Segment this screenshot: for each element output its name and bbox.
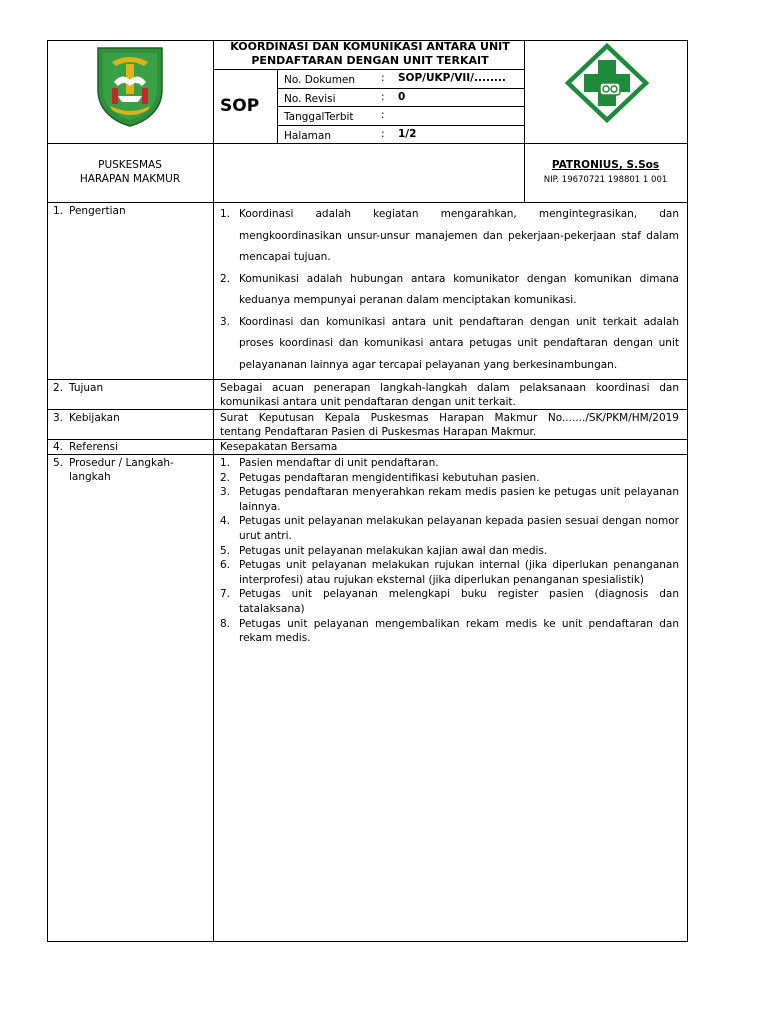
column-divider-left — [213, 40, 214, 942]
section-title: Kebijakan — [69, 412, 120, 424]
list-item-text: Pasien mendaftar di unit pendaftaran. — [239, 457, 439, 469]
section-label-referensi — [53, 440, 118, 454]
referensi-text: Kesepakatan Bersama — [220, 441, 338, 453]
section-label-prosedur — [53, 456, 174, 484]
list-item — [220, 471, 679, 486]
section-title: Pengertian — [69, 205, 126, 217]
table-border-bottom — [47, 941, 688, 942]
meta-label: No. Dokumen — [284, 74, 356, 86]
section-label-tujuan — [53, 381, 103, 395]
organization-name — [47, 158, 213, 186]
list-item-text: Petugas pendaftaran mengidentifikasi kebutuhan pasien. — [239, 471, 540, 484]
row-divider-4 — [47, 454, 688, 455]
signer-name: PATRONIUS, S.Sos — [551, 159, 660, 171]
list-item-number: 7. — [220, 588, 231, 601]
list-item-text: Koordinasi adalah kegiatan mengarahkan, mengintegrasikan, dan mengkoordinasikan unsur-unsur manajemen dan pekerjaan-pekerjaan staf dalam mencapai tujuan. — [239, 208, 679, 263]
table-border-right — [687, 40, 688, 942]
definition-list — [220, 204, 679, 376]
organization-line1: PUSKESMAS — [98, 159, 162, 171]
document-title — [215, 40, 525, 68]
section-number: 3. — [53, 412, 64, 424]
list-item-text: Petugas unit pelayanan melengkapi buku register pasien (diagnosis dan tatalaksana) — [239, 588, 679, 615]
list-item-number: 1. — [220, 457, 231, 469]
section-number: 5. — [53, 457, 64, 469]
meta-value: 0 — [398, 91, 406, 103]
section-number: 2. — [53, 382, 64, 394]
regional-emblem-icon — [92, 44, 168, 128]
list-item — [220, 558, 679, 587]
section-number: 1. — [53, 205, 64, 217]
document-title-line2: PENDAFTARAN DENGAN UNIT TERKAIT — [251, 54, 489, 67]
list-item — [220, 485, 679, 514]
meta-row-document-number — [278, 70, 523, 88]
document-title-line1: KOORDINASI DAN KOMUNIKASI ANTARA UNIT — [230, 40, 510, 53]
list-item-text: Petugas pendaftaran menyerahkan rekam medis pasien ke petugas unit pelayanan lainnya. — [239, 486, 679, 513]
section-title: Prosedur / Langkah- — [69, 457, 174, 469]
list-item-number: 4. — [220, 515, 231, 528]
organization-line2: HARAPAN MAKMUR — [79, 173, 181, 185]
list-item-number: 2. — [220, 471, 231, 484]
list-item-text: Petugas unit pelayanan melakukan kajian awal dan medis. — [239, 544, 548, 557]
section-number: 4. — [53, 441, 64, 453]
list-item-number: 5. — [220, 544, 231, 557]
list-item-number: 3. — [220, 315, 231, 328]
row-divider-1 — [47, 379, 688, 380]
section-title: Referensi — [69, 441, 119, 453]
list-item-text: Petugas unit pelayanan melakukan pelayanan kepada pasien sesuai dengan nomor urut antri. — [239, 515, 679, 542]
meta-row-revision — [278, 89, 523, 107]
list-item-number: 8. — [220, 617, 231, 630]
meta-colon: : — [381, 91, 385, 103]
meta-row-page — [278, 126, 523, 144]
section-title-continued: langkah — [69, 471, 111, 483]
meta-colon: : — [381, 72, 385, 84]
meta-colon: : — [381, 128, 385, 140]
list-item-number: 2. — [220, 272, 231, 285]
row-divider-2 — [47, 409, 688, 410]
kebijakan-text: Surat Keputusan Kepala Puskesmas Harapan Makmur No......./SK/PKM/HM/2019 tentang Pendaftaran Pasien di Puskesmas Harapan Makmur. — [220, 412, 679, 438]
section-label-kebijakan — [53, 411, 120, 425]
list-item-text: Koordinasi dan komunikasi antara unit pendaftaran dengan unit terkait adalah proses koordinasi dan komunikasi antara petugas unit pendaftaran dengan unit pelayananan lainnya agar tercapai pelayanan yang berkesinambungan. — [239, 315, 679, 371]
list-item — [220, 204, 679, 269]
list-item — [220, 544, 679, 559]
list-item-text: Petugas unit pelayanan mengembalikan rekam medis ke unit pendaftaran dan rekam medis. — [239, 617, 679, 645]
org-divider — [47, 202, 688, 203]
meta-value: SOP/UKP/VII/........ — [398, 72, 506, 84]
tujuan-text: Sebagai acuan penerapan langkah-langkah dalam pelaksanaan koordinasi dan komunikasi antara unit pendaftaran dengan unit terkait. — [220, 382, 679, 408]
list-item-number: 3. — [220, 486, 231, 499]
section-label-pengertian — [53, 204, 126, 218]
meta-label: Halaman — [284, 130, 331, 142]
signer-block — [524, 158, 687, 188]
list-item-number: 1. — [220, 208, 231, 220]
signer-nip: NIP. 19670721 198801 1 001 — [543, 175, 668, 185]
list-item — [220, 312, 679, 377]
meta-row-issue-date — [278, 107, 523, 125]
list-item — [220, 269, 679, 312]
list-item-text: Petugas unit pelayanan melakukan rujukan internal (jika diperlukan penanganan interprofesi) atau rujukan eksternal (jika diperlukan penanganan spesialistik) — [239, 559, 679, 586]
puskesmas-cross-icon — [565, 43, 649, 123]
sop-label: SOP — [220, 96, 260, 116]
list-item — [220, 587, 679, 616]
meta-colon: : — [381, 109, 385, 121]
section-title: Tujuan — [69, 382, 104, 394]
list-item — [220, 514, 679, 543]
meta-value: 1/2 — [398, 128, 417, 140]
procedure-list — [220, 456, 679, 646]
list-item — [220, 617, 679, 646]
meta-label: No. Revisi — [284, 93, 336, 105]
list-item — [220, 456, 679, 471]
meta-label: TanggalTerbit — [284, 111, 354, 123]
list-item-number: 6. — [220, 559, 231, 572]
list-item-text: Komunikasi adalah hubungan antara komunikator dengan komunikan dimana keduanya mempunyai peranan dalam menciptakan komunikasi. — [239, 272, 679, 306]
